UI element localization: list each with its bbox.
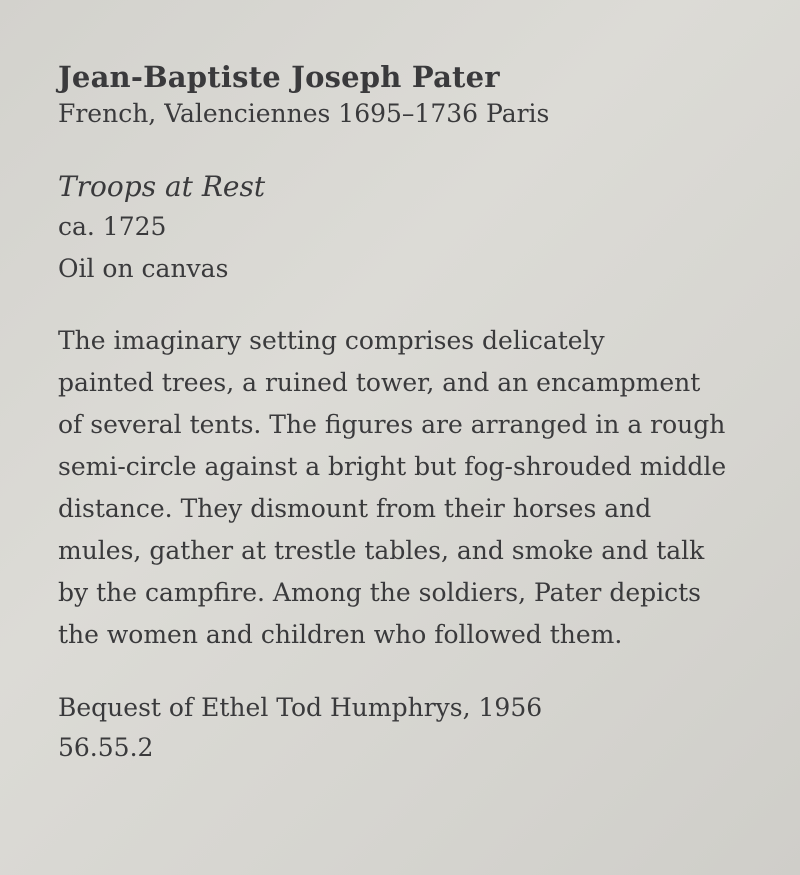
description-line: distance. They dismount from their horses and bbox=[58, 494, 652, 523]
accession-number: 56.55.2 bbox=[58, 733, 154, 762]
artist-bio: French, Valenciennes 1695–1736 Paris bbox=[58, 99, 550, 128]
artwork-title: Troops at Rest bbox=[58, 170, 266, 203]
description-line: The imaginary setting comprises delicately bbox=[58, 326, 605, 355]
description-line: of several tents. The figures are arranged in a rough bbox=[58, 410, 726, 439]
museum-label bbox=[58, 58, 778, 768]
credit-line: Bequest of Ethel Tod Humphrys, 1956 bbox=[58, 693, 543, 722]
artist-name: Jean-Baptiste Joseph Pater bbox=[58, 60, 500, 94]
credit-block bbox=[58, 688, 778, 768]
artwork-date: ca. 1725 bbox=[58, 212, 167, 241]
description-line: mules, gather at trestle tables, and smoke and talk bbox=[58, 536, 705, 565]
description-line: semi-circle against a bright but fog-shrouded middle bbox=[58, 452, 727, 481]
artwork-description bbox=[58, 320, 778, 656]
description-line: the women and children who followed them. bbox=[58, 620, 623, 649]
description-line: by the campfire. Among the soldiers, Pater depicts bbox=[58, 578, 702, 607]
description-line: painted trees, a ruined tower, and an encampment bbox=[58, 368, 701, 397]
artwork-medium: Oil on canvas bbox=[58, 254, 229, 283]
